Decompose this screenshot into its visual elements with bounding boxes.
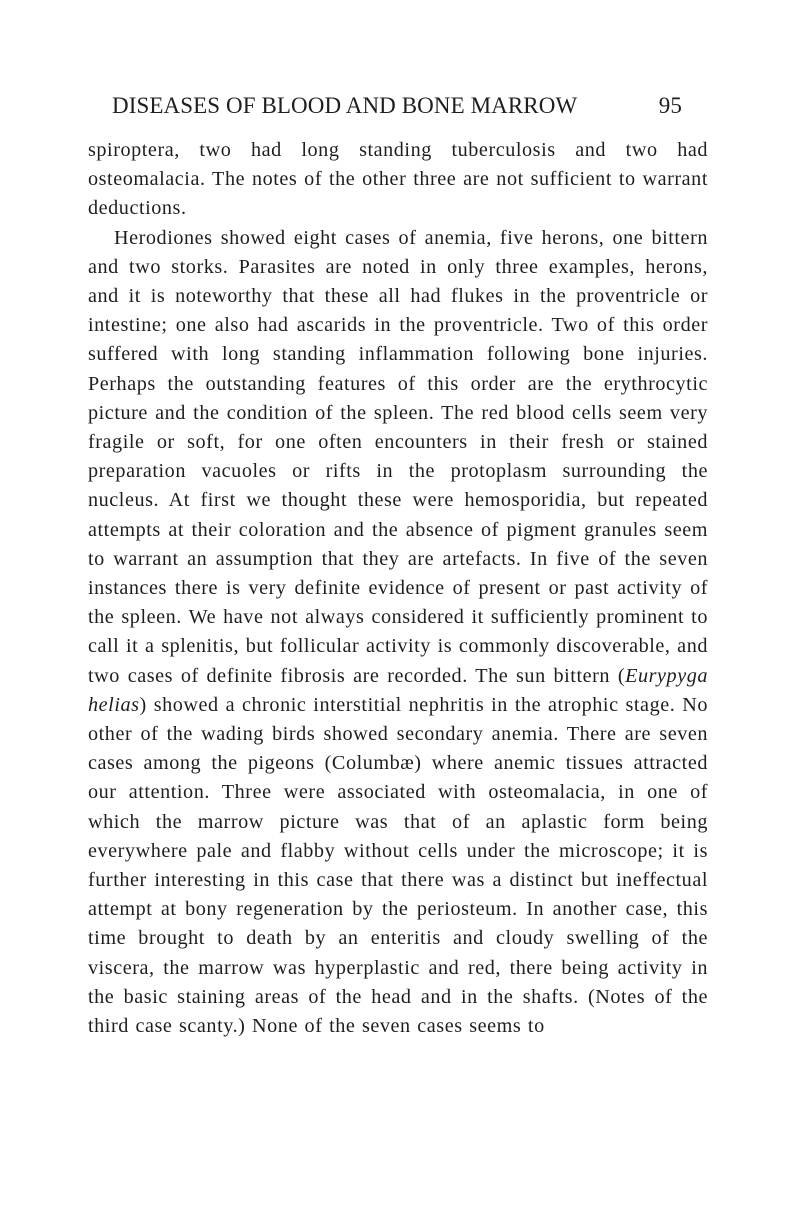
running-title: DISEASES OF BLOOD AND BONE MARROW	[112, 93, 578, 118]
paragraph-text-segment: Herodiones showed eight cases of anemia, five herons, one bittern and two storks. Parasites are noted in only three examples, herons, and it is noteworthy that these all had flukes in the proventricle or intestine; one also had ascarids in the proventricle. Two of this order suffered with long standing inflammation following bone injuries. Perhaps the outstanding features of this order are the erythrocytic picture and the condition of the spleen. The red blood cells seem very fragile or soft, for one often encounters in their fresh or stained preparation vacuoles or rifts in the protoplasm surrounding the nucleus. At first we thought these were hemosporidia, but repeated attempts at their coloration and the absence of pigment granules seem to warrant an assumption that they are artefacts. In five of the seven instances there is very definite evidence of present or past activity of the spleen. We have not always considered it sufficiently prominent to call it a splenitis, but follicular activity is commonly discoverable, and two cases of definite fibrosis are recorded. The sun bittern (	[88, 226, 708, 687]
paragraph-text-segment: ) showed a chronic interstitial nephritis in the atrophic stage. No other of the wading birds showed secondary anemia. There are seven cases among the pigeons (Columbæ) where anemic tissues attracted our attention. Three were associated with osteomalacia, in one of which the marrow picture was that of an aplastic form being everywhere pale and flabby without cells under the microscope; it is further interesting in this case that there was a distinct but ineffectual attempt at bony regeneration by the periosteum. In another case, this time brought to death by an enteritis and cloudy swelling of the viscera, the marrow was hyperplastic and red, there being activity in the basic staining areas of the head and in the shafts. (Notes of the third case scanty.) None of the seven cases seems to	[88, 693, 708, 1038]
paragraph-continuation: spiroptera, two had long standing tuberculosis and two had osteomalacia. The notes of the other three are not sufficient to warrant deductions.	[88, 139, 708, 220]
paragraph-herodiones	[88, 224, 708, 1042]
page-number: 95	[658, 93, 682, 118]
species-name-italic: Eurypyga helias	[88, 664, 708, 716]
body-text	[88, 136, 708, 1041]
running-header	[112, 93, 682, 123]
